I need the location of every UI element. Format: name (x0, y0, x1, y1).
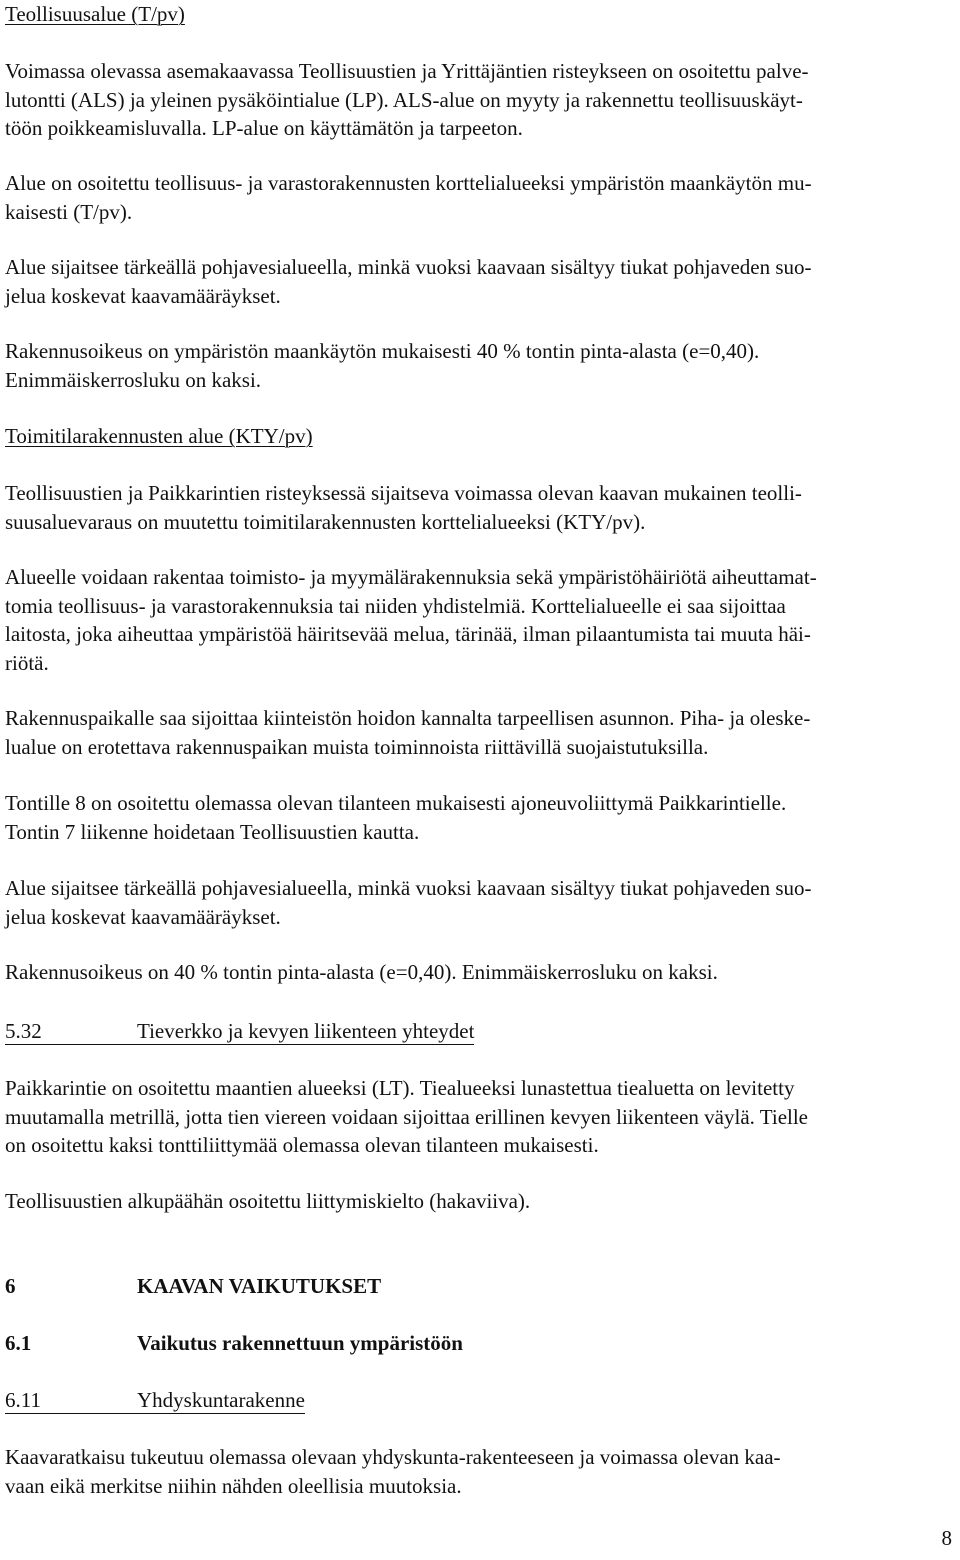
paragraph-office-3 (5, 704, 950, 761)
paragraph-office-4 (5, 789, 950, 846)
section-heading-community-structure (5, 1386, 305, 1415)
text-line: kaisesti (T/pv). (5, 199, 133, 224)
section-title: Yhdyskuntarakenne (137, 1388, 305, 1412)
paragraph-roads-2 (5, 1187, 950, 1216)
text-line: Teollisuustien alkupäähän osoitettu liittymiskielto (hakaviiva). (5, 1189, 531, 1213)
paragraph-office-1 (5, 479, 950, 536)
section-heading-built-environment (5, 1329, 463, 1358)
text-line: Alue on osoitettu teollisuus- ja varastorakennusten korttelialueeksi ympäristön maankäytön mu- (5, 171, 812, 195)
text-line: Alueelle voidaan rakentaa toimisto- ja myymälärakennuksia sekä ympäristöhäiriötä aiheuttamat- (5, 565, 817, 589)
text-line: riötä. (5, 650, 49, 675)
text-line: Alue sijaitsee tärkeällä pohjavesialueella, minkä vuoksi kaavaan sisältyy tiukat pohjaveden suo- (5, 876, 812, 900)
text-line: lualue on erotettava rakennuspaikan muista toiminnoista riittävillä suojaistutuksilla. (5, 734, 709, 759)
text-line: Rakennusoikeus on ympäristön maankäytön mukaisesti 40 % tontin pinta-alasta (e=0,40). (5, 339, 760, 363)
heading-text: Toimitilarakennusten alue (KTY/pv) (5, 424, 313, 448)
text-line: laitosta, joka aiheuttaa ympäristöä häiritsevää melua, tärinää, ilman pilaantumista tai muuta häi- (5, 622, 811, 646)
text-line: lutontti (ALS) ja yleinen pysäköintialue (LP). ALS-alue on myyty ja rakennettu teollisuuskäyt- (5, 87, 803, 112)
paragraph-industrial-1 (5, 57, 950, 143)
text-line: Enimmäiskerrosluku on kaksi. (5, 367, 262, 392)
section-heading-roads (5, 1017, 474, 1046)
text-line: muutamalla metrillä, jotta tien viereen voidaan sijoittaa erillinen kevyen liikenteen väylä. Tielle (5, 1104, 809, 1129)
paragraph-industrial-4 (5, 337, 950, 394)
section-title: Vaikutus rakennettuun ympäristöön (137, 1331, 463, 1355)
text-line: Rakennuspaikalle saa sijoittaa kiinteistön hoidon kannalta tarpeellisen asunnon. Piha- ja oleske- (5, 706, 811, 730)
paragraph-office-2 (5, 563, 950, 677)
chapter-title: KAAVAN VAIKUTUKSET (137, 1274, 382, 1298)
heading-text: Teollisuusalue (T/pv) (5, 2, 185, 26)
text-line: suusaluevaraus on muutettu toimitilarakennusten korttelialueeksi (KTY/pv). (5, 509, 646, 534)
text-line: Tontin 7 liikenne hoidetaan Teollisuustien kautta. (5, 819, 420, 844)
page-number: 8 (941, 1526, 952, 1550)
heading-underline (5, 1387, 305, 1414)
chapter-number: 6 (5, 1274, 16, 1298)
text-line: Rakennusoikeus on 40 % tontin pinta-alasta (e=0,40). Enimmäiskerrosluku on kaksi. (5, 960, 718, 984)
paragraph-office-6 (5, 958, 950, 987)
text-line: tomia teollisuus- ja varastorakennuksia tai niiden yhdistelmiä. Korttelialueelle ei saa sijoittaa (5, 593, 786, 618)
paragraph-industrial-2 (5, 169, 950, 226)
text-line: Kaavaratkaisu tukeutuu olemassa olevaan yhdyskunta-rakenteeseen ja voimassa olevan kaa- (5, 1445, 781, 1469)
chapter-heading-impacts (5, 1272, 381, 1301)
text-line: Alue sijaitsee tärkeällä pohjavesialueella, minkä vuoksi kaavaan sisältyy tiukat pohjaveden suo- (5, 255, 812, 279)
section-heading-industrial (5, 0, 950, 29)
text-line: töön poikkeamisluvalla. LP-alue on käyttämätön ja tarpeeton. (5, 116, 523, 140)
section-number: 6.11 (5, 1388, 41, 1412)
text-line: vaan eikä merkitse niihin nähden oleellisia muutoksia. (5, 1473, 462, 1498)
section-number: 5.32 (5, 1019, 42, 1043)
heading-underline (5, 1018, 474, 1045)
paragraph-industrial-3 (5, 253, 950, 310)
text-line: jelua koskevat kaavamääräykset. (5, 904, 281, 929)
paragraph-office-5 (5, 874, 950, 931)
text-line: jelua koskevat kaavamääräykset. (5, 283, 281, 308)
paragraph-roads-1 (5, 1074, 950, 1160)
section-number: 6.1 (5, 1331, 32, 1355)
text-line: Teollisuustien ja Paikkarintien risteyksessä sijaitseva voimassa olevan kaavan mukainen teolli- (5, 481, 802, 505)
text-line: on osoitettu kaksi tonttiliittymää olemassa olevan tilanteen mukaisesti. (5, 1133, 599, 1157)
text-line: Voimassa olevassa asemakaavassa Teollisuustien ja Yrittäjäntien risteykseen on osoitettu palve- (5, 59, 809, 83)
text-line: Paikkarintie on osoitettu maantien alueeksi (LT). Tiealueeksi lunastettua tiealuetta on levitetty (5, 1076, 795, 1100)
section-heading-office (5, 422, 950, 451)
section-title: Tieverkko ja kevyen liikenteen yhteydet (137, 1019, 475, 1043)
text-line: Tontille 8 on osoitettu olemassa olevan tilanteen mukaisesti ajoneuvoliittymä Paikkarintielle. (5, 791, 787, 815)
paragraph-community-1 (5, 1443, 950, 1500)
